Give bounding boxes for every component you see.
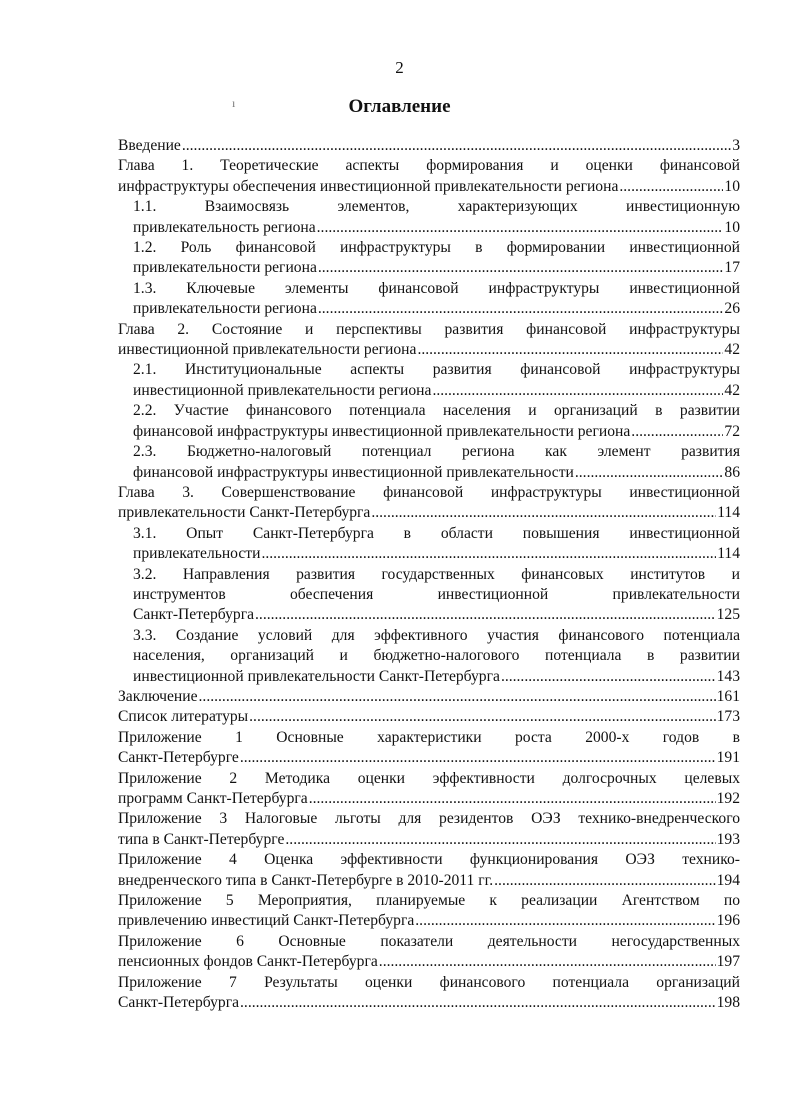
dot-leader [255, 605, 716, 625]
toc-entry-page: 143 [716, 667, 740, 685]
toc-entry[interactable] [118, 156, 740, 197]
toc-entry-title: финансовой инфраструктуры инвестиционной привлекательности [133, 463, 574, 481]
toc-entry-title: привлекательности Санкт-Петербурга [118, 504, 371, 522]
toc-entry-text-line: Приложение 1 Основные характеристики роста 2000-х годов в [118, 728, 740, 746]
toc-entry-title: Санкт-Петербурга [133, 606, 255, 624]
toc-entry-page: 173 [716, 708, 740, 726]
toc-entry-title: инвестиционной привлекательности Санкт-Петербурга [133, 667, 500, 685]
toc-entry-page: 191 [716, 749, 740, 767]
toc-entry-text-line: Приложение 4 Оценка эффективности функционирования ОЭЗ технико- [118, 851, 740, 869]
toc-entry[interactable] [118, 565, 740, 626]
dot-leader [501, 667, 716, 687]
toc-entry-text-line: 2.2. Участие финансового потенциала населения и организаций в развитии [133, 402, 740, 420]
toc-entry[interactable] [118, 850, 740, 891]
dot-leader [631, 422, 723, 442]
toc-entry-page: 194 [716, 871, 740, 889]
toc-entry[interactable] [118, 442, 740, 483]
toc-entry-page: 86 [724, 463, 740, 481]
toc-entry[interactable] [118, 524, 740, 565]
toc-entry-page: 125 [716, 606, 740, 624]
toc-entry-page: 114 [717, 545, 740, 563]
toc-entry-text-line: Приложение 3 Налоговые льготы для резидентов ОЭЗ технико-внедренческого [118, 810, 740, 828]
toc-entry[interactable] [118, 707, 740, 727]
toc-entry[interactable] [118, 769, 740, 810]
dot-leader [415, 911, 715, 931]
toc-entry[interactable] [118, 932, 740, 973]
toc-entry-text-line: Приложение 7 Результаты оценки финансового потенциала организаций [118, 973, 740, 991]
toc-entry[interactable] [118, 687, 740, 707]
toc-entry-title: инвестиционной привлекательности региона [118, 341, 417, 359]
toc-entry-page: 10 [724, 218, 740, 236]
toc-entry[interactable] [118, 891, 740, 932]
toc-entry-title: Введение [118, 137, 181, 154]
toc-entry-title: привлечению инвестиций Санкт-Петербурга [118, 912, 415, 930]
dot-leader [432, 381, 723, 401]
toc-entry-page: 42 [724, 381, 740, 399]
toc-entry[interactable] [118, 401, 740, 442]
toc-entry[interactable] [118, 809, 740, 850]
toc-entry-title: пенсионных фондов Санкт-Петербурга [118, 953, 378, 971]
dot-leader [317, 218, 724, 238]
toc-entry-title: Список литературы [118, 708, 249, 726]
toc-entry-page: 161 [716, 687, 740, 705]
toc-entry-page: 26 [724, 300, 740, 318]
toc-entry-title: программ Санкт-Петербурга [118, 790, 308, 807]
toc-entry-title: Санкт-Петербурга [118, 994, 240, 1012]
toc-entry-text-line: 3.1. Опыт Санкт-Петербурга в области повышения инвестиционной [133, 524, 740, 542]
toc-entry-title: внедренческого типа в Санкт-Петербурге в 2010-2011 гг. [118, 871, 494, 889]
dot-leader [199, 687, 716, 707]
toc-entry-title: типа в Санкт-Петербурге [118, 830, 285, 848]
toc-entry-text-line: 3.2. Направления развития государственных финансовых институтов и [133, 565, 740, 583]
toc-entry-text-line: Приложение 2 Методика оценки эффективности долгосрочных целевых [118, 769, 740, 787]
dot-leader [309, 789, 716, 809]
dot-leader [318, 258, 724, 278]
toc-entry-title: привлекательности региона [133, 300, 317, 318]
toc-entry-title: привлекательность региона [133, 218, 316, 236]
toc-entry[interactable] [118, 973, 740, 1014]
dot-leader [261, 544, 716, 564]
toc-entry[interactable] [118, 320, 740, 361]
toc-entry[interactable] [118, 626, 740, 687]
dot-leader [182, 136, 731, 156]
dot-leader [494, 871, 715, 891]
dot-leader [379, 952, 716, 972]
toc-entry-page: 17 [724, 259, 740, 277]
toc-entry-text-line: 1.1. Взаимосвязь элементов, характеризующих инвестиционную [133, 198, 740, 216]
toc-entry-text-line: 2.1. Институциональные аспекты развития финансовой инфраструктуры [133, 361, 740, 379]
dot-leader [371, 503, 716, 523]
toc-entry[interactable] [118, 197, 740, 238]
toc-entry-page: 72 [724, 422, 740, 440]
dot-leader [417, 340, 723, 360]
toc-entry-text-line: Глава 2. Состояние и перспективы развития финансовой инфраструктуры [118, 320, 740, 338]
toc-entry-title: Заключение [118, 687, 198, 705]
dot-leader [619, 177, 723, 197]
toc-entry-text-line: 1.3. Ключевые элементы финансовой инфраструктуры инвестиционной [133, 279, 740, 297]
toc-entry-title: инвестиционной привлекательности региона [133, 381, 432, 399]
toc-entry-title: финансовой инфраструктуры инвестиционной привлекательности региона [133, 422, 631, 440]
toc-entry-page: 193 [716, 830, 740, 848]
toc-entry-text-line: 1.2. Роль финансовой инфраструктуры в формировании инвестиционной [133, 239, 740, 257]
dot-leader [285, 830, 715, 850]
toc-entry-page: 198 [716, 994, 740, 1012]
toc-entry-page: 196 [716, 912, 740, 930]
toc-entry[interactable] [118, 360, 740, 401]
toc-entry-page: 3 [732, 137, 740, 154]
table-of-contents [118, 136, 740, 1013]
toc-entry-title: инфраструктуры обеспечения инвестиционной привлекательности региона [118, 177, 619, 195]
toc-entry-page: 197 [716, 953, 740, 971]
toc-entry-text-line: Глава 3. Совершенствование финансовой инфраструктуры инвестиционной [118, 483, 740, 501]
toc-entry-text-line: 2.3. Бюджетно-налоговый потенциал региона как элемент развития [133, 443, 740, 461]
toc-entry-page: 114 [717, 504, 740, 522]
toc-entry-page: 10 [724, 177, 740, 195]
toc-entry-title: привлекательности [133, 545, 261, 563]
dot-leader [240, 748, 716, 768]
toc-entry-text-line: Приложение 6 Основные показатели деятельности негосударственных [118, 932, 740, 950]
toc-entry-page: 42 [724, 341, 740, 359]
toc-entry[interactable] [118, 238, 740, 279]
toc-entry-page: 192 [716, 790, 740, 807]
scan-mark: ı [232, 96, 236, 110]
toc-entry-text-line: Глава 1. Теоретические аспекты формирования и оценки финансовой [118, 157, 740, 175]
toc-entry[interactable] [118, 279, 740, 320]
toc-entry-text-line: Приложение 5 Мероприятия, планируемые к реализации Агентством по [118, 892, 740, 910]
toc-entry[interactable] [118, 728, 740, 769]
toc-entry-title: привлекательности региона [133, 259, 317, 277]
dot-leader [249, 707, 715, 727]
toc-entry[interactable] [118, 483, 740, 524]
dot-leader [318, 299, 724, 319]
toc-entry-title: Санкт-Петербурге [118, 749, 239, 767]
page-number: 2 [395, 58, 404, 77]
dot-leader [575, 463, 724, 483]
toc-entry-text-line: населения, организаций и бюджетно-налогового потенциала в развитии [133, 647, 740, 665]
dot-leader [240, 993, 716, 1013]
toc-entry-text-line: 3.3. Создание условий для эффективного участия финансового потенциала [133, 626, 740, 644]
toc-entry[interactable] [118, 136, 740, 156]
toc-entry-text-line: инструментов обеспечения инвестиционной привлекательности [133, 585, 740, 603]
page-title: Оглавление [348, 96, 451, 117]
